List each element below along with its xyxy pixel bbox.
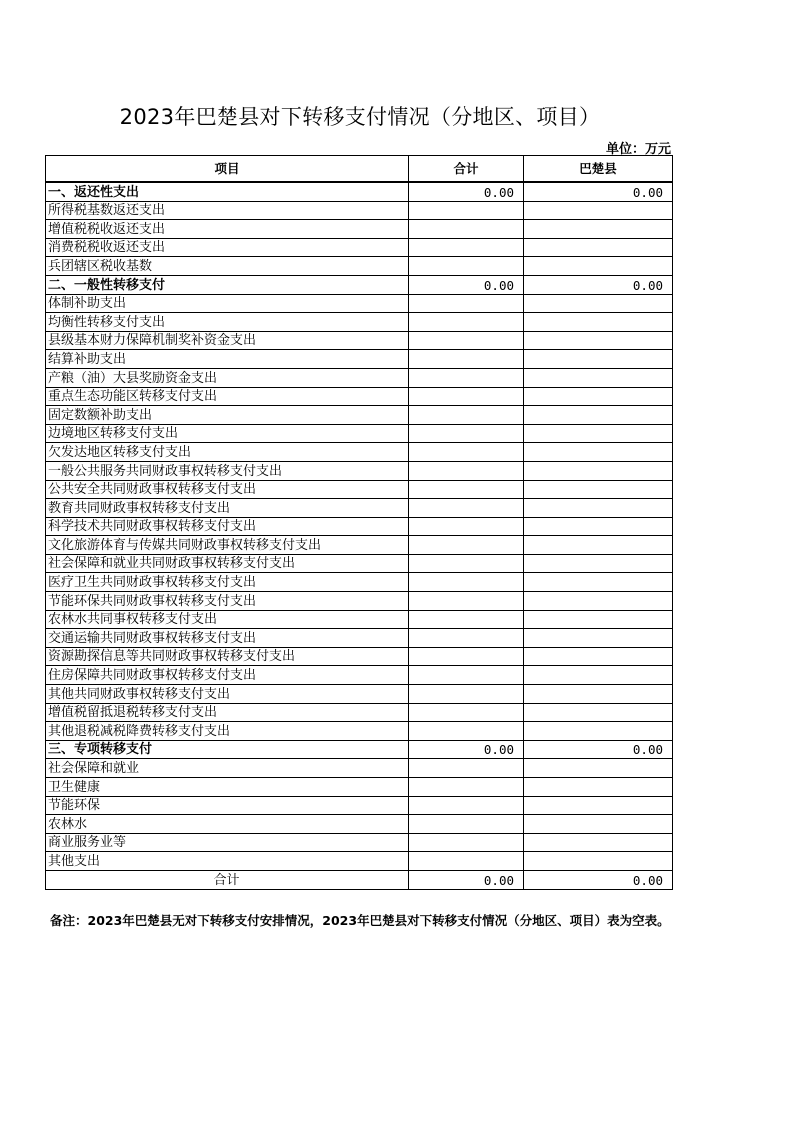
- row-county-value: [524, 852, 673, 871]
- row-county-value: [524, 703, 673, 722]
- table-row: [46, 201, 673, 220]
- row-county-value: [524, 461, 673, 480]
- table-row: [46, 350, 673, 369]
- table-row: [46, 796, 673, 815]
- row-county-value: [524, 387, 673, 406]
- row-county-value: [524, 796, 673, 815]
- table-row: [46, 833, 673, 852]
- row-county-value: [524, 350, 673, 369]
- row-total-value: [409, 406, 524, 425]
- row-item-name: 商业服务业等: [46, 833, 409, 852]
- row-item-name: 所得税基数返还支出: [46, 201, 409, 220]
- section-row: [46, 275, 673, 294]
- row-item-name: 消费税税收返还支出: [46, 238, 409, 257]
- page-title: 2023年巴楚县对下转移支付情况（分地区、项目）: [119, 105, 601, 129]
- row-total-value: 0.00: [409, 740, 524, 759]
- row-total-value: [409, 647, 524, 666]
- row-county-value: [524, 480, 673, 499]
- row-item-name: 体制补助支出: [46, 294, 409, 313]
- row-county-value: [524, 331, 673, 350]
- row-total-value: [409, 554, 524, 573]
- row-county-value: [524, 722, 673, 741]
- unit-label: 单位：万元: [605, 142, 671, 157]
- row-total-value: [409, 703, 524, 722]
- row-total-value: [409, 666, 524, 685]
- table-row: [46, 666, 673, 685]
- row-item-name: 节能环保: [46, 796, 409, 815]
- row-item-name: 其他支出: [46, 852, 409, 871]
- row-county-value: [524, 201, 673, 220]
- row-county-value: [524, 238, 673, 257]
- row-county-value: [524, 759, 673, 778]
- table-row: [46, 499, 673, 518]
- header-item: 项目: [46, 156, 409, 183]
- row-total-value: [409, 331, 524, 350]
- table-row: [46, 722, 673, 741]
- row-item-name: 教育共同财政事权转移支付支出: [46, 499, 409, 518]
- row-total-value: [409, 833, 524, 852]
- row-item-name: 交通运输共同财政事权转移支付支出: [46, 629, 409, 648]
- row-total-value: [409, 759, 524, 778]
- table-row: [46, 424, 673, 443]
- row-item-name: 一般公共服务共同财政事权转移支付支出: [46, 461, 409, 480]
- row-county-value: [524, 778, 673, 797]
- table-body: [46, 182, 673, 889]
- row-county-value: [524, 368, 673, 387]
- row-item-name: 公共安全共同财政事权转移支付支出: [46, 480, 409, 499]
- row-total-value: [409, 499, 524, 518]
- row-total-value: [409, 461, 524, 480]
- row-county-value: [524, 592, 673, 611]
- row-item-name: 重点生态功能区转移支付支出: [46, 387, 409, 406]
- row-item-name: 产粮（油）大县奖励资金支出: [46, 368, 409, 387]
- row-item-name: 文化旅游体育与传媒共同财政事权转移支付支出: [46, 536, 409, 555]
- row-county-value: 0.00: [524, 740, 673, 759]
- row-item-name: 住房保障共同财政事权转移支付支出: [46, 666, 409, 685]
- row-item-name: 农林水共同事权转移支付支出: [46, 610, 409, 629]
- row-item-name: 均衡性转移支付支出: [46, 313, 409, 332]
- row-county-value: [524, 666, 673, 685]
- table-row: [46, 238, 673, 257]
- row-total-value: [409, 852, 524, 871]
- row-item-name: 二、一般性转移支付: [46, 275, 409, 294]
- row-total-value: [409, 387, 524, 406]
- header-county: 巴楚县: [524, 156, 673, 183]
- table-row: [46, 331, 673, 350]
- row-total-value: [409, 313, 524, 332]
- row-county-value: [524, 313, 673, 332]
- row-total-value: [409, 573, 524, 592]
- row-item-name: 合计: [46, 870, 409, 889]
- row-item-name: 医疗卫生共同财政事权转移支付支出: [46, 573, 409, 592]
- table-row: [46, 629, 673, 648]
- row-county-value: 0.00: [524, 182, 673, 201]
- row-county-value: [524, 573, 673, 592]
- table-row: [46, 461, 673, 480]
- row-item-name: 边境地区转移支付支出: [46, 424, 409, 443]
- transfer-payment-table: [45, 155, 673, 890]
- table-row: [46, 573, 673, 592]
- table-row: [46, 443, 673, 462]
- row-item-name: 一、返还性支出: [46, 182, 409, 201]
- row-item-name: 增值税留抵退税转移支付支出: [46, 703, 409, 722]
- table-row: [46, 480, 673, 499]
- row-item-name: 其他共同财政事权转移支付支出: [46, 685, 409, 704]
- row-county-value: [524, 554, 673, 573]
- row-item-name: 社会保障和就业共同财政事权转移支付支出: [46, 554, 409, 573]
- table-row: [46, 313, 673, 332]
- row-county-value: [524, 536, 673, 555]
- row-item-name: 节能环保共同财政事权转移支付支出: [46, 592, 409, 611]
- row-total-value: [409, 796, 524, 815]
- table-row: [46, 703, 673, 722]
- header-total: 合计: [409, 156, 524, 183]
- table-row: [46, 778, 673, 797]
- row-item-name: 县级基本财力保障机制奖补资金支出: [46, 331, 409, 350]
- row-county-value: 0.00: [524, 275, 673, 294]
- row-total-value: 0.00: [409, 870, 524, 889]
- row-county-value: [524, 499, 673, 518]
- row-county-value: [524, 220, 673, 239]
- row-total-value: [409, 443, 524, 462]
- row-total-value: 0.00: [409, 182, 524, 201]
- row-county-value: [524, 685, 673, 704]
- row-total-value: [409, 778, 524, 797]
- row-total-value: [409, 722, 524, 741]
- row-county-value: [524, 406, 673, 425]
- row-total-value: [409, 350, 524, 369]
- table-row: [46, 647, 673, 666]
- table-row: [46, 536, 673, 555]
- row-total-value: [409, 201, 524, 220]
- total-row: [46, 870, 673, 889]
- row-total-value: [409, 238, 524, 257]
- row-item-name: 卫生健康: [46, 778, 409, 797]
- row-item-name: 增值税税收返还支出: [46, 220, 409, 239]
- row-county-value: [524, 424, 673, 443]
- section-row: [46, 740, 673, 759]
- row-item-name: 社会保障和就业: [46, 759, 409, 778]
- table-row: [46, 406, 673, 425]
- row-item-name: 科学技术共同财政事权转移支付支出: [46, 517, 409, 536]
- row-total-value: [409, 294, 524, 313]
- table-row: [46, 759, 673, 778]
- row-total-value: [409, 629, 524, 648]
- table-row: [46, 220, 673, 239]
- row-county-value: [524, 629, 673, 648]
- row-county-value: [524, 815, 673, 834]
- table-header-row: [46, 156, 673, 183]
- row-county-value: [524, 443, 673, 462]
- row-item-name: 三、专项转移支付: [46, 740, 409, 759]
- table-row: [46, 685, 673, 704]
- row-total-value: [409, 592, 524, 611]
- row-county-value: [524, 517, 673, 536]
- section-row: [46, 182, 673, 201]
- table-row: [46, 368, 673, 387]
- row-total-value: [409, 220, 524, 239]
- row-county-value: [524, 294, 673, 313]
- row-item-name: 固定数额补助支出: [46, 406, 409, 425]
- row-total-value: [409, 257, 524, 276]
- row-total-value: [409, 517, 524, 536]
- row-item-name: 其他退税减税降费转移支付支出: [46, 722, 409, 741]
- table-row: [46, 387, 673, 406]
- row-item-name: 农林水: [46, 815, 409, 834]
- row-total-value: [409, 610, 524, 629]
- row-total-value: [409, 536, 524, 555]
- row-county-value: [524, 610, 673, 629]
- table-row: [46, 554, 673, 573]
- table-row: [46, 294, 673, 313]
- table-row: [46, 610, 673, 629]
- row-county-value: [524, 833, 673, 852]
- table-row: [46, 815, 673, 834]
- row-county-value: [524, 257, 673, 276]
- row-item-name: 结算补助支出: [46, 350, 409, 369]
- row-total-value: 0.00: [409, 275, 524, 294]
- table-row: [46, 517, 673, 536]
- table-row: [46, 257, 673, 276]
- row-total-value: [409, 480, 524, 499]
- row-county-value: [524, 647, 673, 666]
- row-county-value: 0.00: [524, 870, 673, 889]
- footnote: 备注：2023年巴楚县无对下转移支付安排情况，2023年巴楚县对下转移支付情况（分地区、项目）表为空表。: [50, 913, 670, 928]
- row-item-name: 资源勘探信息等共同财政事权转移支付支出: [46, 647, 409, 666]
- row-item-name: 欠发达地区转移支付支出: [46, 443, 409, 462]
- row-total-value: [409, 424, 524, 443]
- row-total-value: [409, 685, 524, 704]
- row-total-value: [409, 368, 524, 387]
- table-row: [46, 592, 673, 611]
- table-row: [46, 852, 673, 871]
- row-total-value: [409, 815, 524, 834]
- row-item-name: 兵团辖区税收基数: [46, 257, 409, 276]
